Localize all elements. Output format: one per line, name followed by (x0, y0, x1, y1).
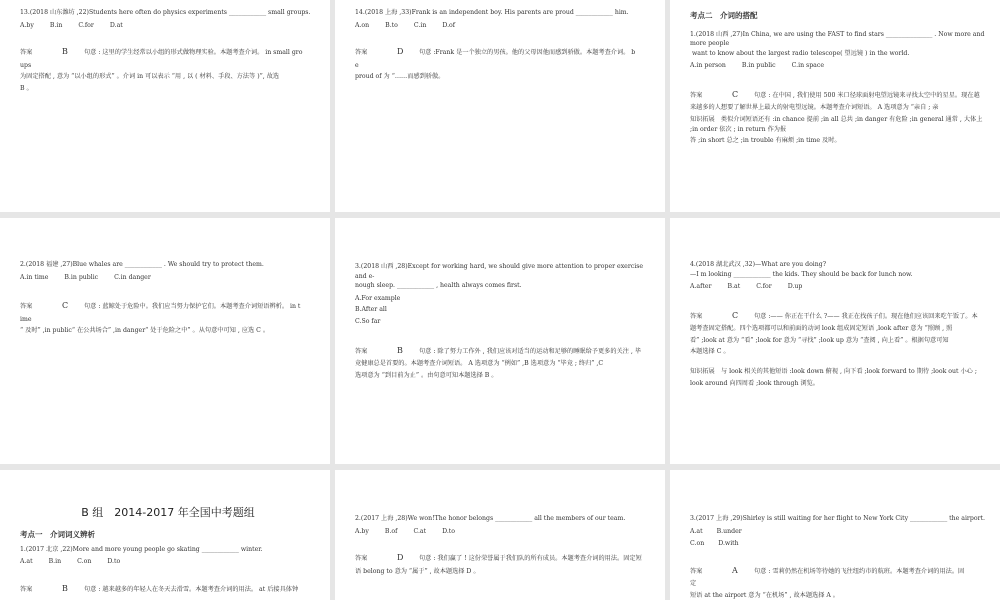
document-page-7 (0, 470, 330, 600)
answer-label: 答案 (20, 585, 33, 593)
group-title: B 组 2014-2017 年全国中考题组 (81, 506, 255, 519)
options-row (355, 21, 651, 31)
answer-row (20, 300, 316, 312)
answer-letter: B (62, 583, 68, 593)
option: B.under (716, 527, 742, 535)
options-row (20, 557, 316, 567)
question-text: 14.(2018 上海 ,33)Frank is an independent boy. His parents are proud ____________ him. (355, 9, 629, 16)
document-page-3 (670, 0, 1000, 212)
answer-label: 答案 (20, 303, 33, 311)
option: A.on (355, 21, 370, 29)
document-page-1 (0, 0, 330, 212)
question-text: 3.(2017 上海 ,29)Shirley is still waiting for her flight to New York City ____________ the airport. (690, 515, 985, 522)
option: B.in (48, 558, 62, 566)
answer-row (690, 310, 986, 322)
options-row (20, 273, 316, 283)
question-text-cont: —I m looking ____________ the kids. They should be back for lunch now. (690, 270, 913, 278)
answer-letter: B (62, 47, 68, 57)
explanation: 句意 : 蓝鲸处于危险中。我们应当努力保护它们。本题考查介词短语辨析。 in t (84, 303, 301, 311)
explanation-cont: 定 (690, 580, 697, 588)
option: C.on (77, 558, 92, 566)
explanation-cont: ime (20, 315, 32, 323)
option: C.at (413, 527, 427, 535)
explanation: 句意 : 除了努力工作外 , 我们应该对适当的运动和足够的睡眠给予更多的关注 , 毕 (419, 347, 642, 355)
document-page-5 (335, 218, 665, 464)
options-row (690, 527, 986, 537)
answer-label: 答案 (690, 312, 703, 320)
explanation-cont: ups (20, 61, 32, 69)
option: B.at (727, 283, 741, 291)
explanation-cont: 来越多的人想要了解世界上最大的射电望远镜。本题考查介词短语。 A 选项意为 “亲自 ; 亲 (690, 104, 939, 112)
option: C.in space (791, 62, 824, 70)
option: C.on (690, 540, 705, 548)
options-row (20, 21, 316, 31)
answer-letter: D (397, 47, 404, 57)
explanation-cont: 短语 at the airport 意为 “在机场” , 故本题选择 A 。 (690, 591, 839, 599)
explanation-cont: 本题选择 C 。 (690, 348, 730, 356)
option: A.by (355, 527, 369, 535)
explanation-cont: 看” ;look at 意为 “看” ;look for 意为 “寻找” ;look up 意为 “查阅 , 向上看” 。根据句意可知 (690, 336, 949, 344)
answer-label: 答案 (355, 555, 368, 563)
explanation: 句意 :—— 你正在干什么 ?—— 我正在找孩子们。现在他们应该回来吃午饭了。本 (754, 312, 978, 320)
answer-letter: C (732, 310, 739, 320)
question-text: 2.(2017 上海 ,28)We won!The honor belongs ____________ all the members of our team. (355, 515, 626, 522)
explanation: 句意 : 雪莉仍然在机场等待她的飞往纽约市的航班。本题考查介词的用法。固 (754, 567, 965, 575)
option: B.in public (741, 62, 776, 70)
answer-label: 答案 (690, 567, 703, 575)
option: B.in public (64, 273, 99, 281)
explanation-cont: 选项意为 “到目前为止” 。由句意可知本题选择 B 。 (355, 371, 498, 379)
answer-letter: C (732, 90, 739, 100)
answer-letter: C (62, 301, 69, 311)
answer-label: 答案 (20, 49, 33, 57)
answer-row (355, 46, 651, 58)
explanation-cont: 竟健康总是首要的。本题考查介词短语。 A 选项意为 “例如” ,B 选项意为 “毕竟 ; 终归” ,C (355, 360, 604, 368)
answer-letter: B (397, 345, 403, 355)
question-text: 1.(2018 山西 ,27)In China, we are using the FAST to find stars _______________ . Now more and more people (690, 30, 987, 48)
option: B.to (385, 21, 398, 29)
option: D.at (109, 21, 123, 29)
options-column (355, 294, 651, 327)
options-row (690, 282, 986, 292)
answer-letter: A (732, 565, 738, 575)
explanation: 句意 : 我们赢了 ! 这份荣誉属于我们队的所有成员。本题考查介词的用法。固定短 (419, 555, 642, 563)
knowledge-extension: 知识拓展 类似介词短语还有 :in chance 提前 ;in all 总共 ;in danger 有危险 ;in general 通常 , 大体上 ;in order 依次 ; in return 作为报 (690, 116, 983, 133)
knowledge-extension-cont: look around 向四周看 ;look through 浏览。 (690, 379, 819, 387)
explanation-cont: 为固定搭配 , 意为 “以小组的形式” 。介词 in 可以表示 “用 , 以 ( 材料、手段、方法等 )”, 故选 (20, 73, 280, 81)
explanation: 句意 :Frank 是一个独立的男孩。他的父母因他而感到骄傲。本题考查介词。 b (419, 49, 636, 57)
question-text: 3.(2018 山西 ,28)Except for working hard, we should give more attention to proper exercise and e- (355, 263, 646, 280)
answer-row (690, 565, 986, 577)
option: C.for (756, 283, 772, 291)
option: B.of (384, 527, 398, 535)
option: D.to (442, 527, 456, 535)
question-text: 2.(2018 福建 ,27)Blue whales are ____________ . We should try to protect them. (20, 261, 264, 268)
explanation-cont: proud of 为 “……而感到骄傲。 (355, 73, 445, 81)
document-page-4 (0, 218, 330, 464)
document-page-8 (335, 470, 665, 600)
options-row (690, 61, 986, 71)
document-page-9 (670, 470, 1000, 600)
explanation-cont: “ 及时” ,in public“ 在公共场合” ,in danger“ 处于危险之中” 。从句意中可知 , 应选 C 。 (20, 327, 270, 335)
option: A.For example (355, 294, 401, 302)
option: C.So far (355, 318, 381, 326)
explanation-cont: e (355, 61, 359, 69)
knowledge-extension: 知识拓展 与 look 相关的其他短语 :look down 俯视 , 向下看 ;look forward to 期待 ;look out 小心 ; (690, 368, 977, 376)
answer-label: 答案 (355, 347, 368, 355)
option: D.up (787, 283, 803, 291)
document-page-6 (670, 218, 1000, 464)
answer-row (20, 583, 316, 595)
options-row (355, 527, 651, 537)
option: C.in (413, 21, 427, 29)
options-row (690, 539, 986, 549)
option: A.at (690, 527, 703, 535)
answer-row (355, 552, 651, 564)
answer-row (690, 89, 986, 101)
answer-label: 答案 (690, 92, 703, 100)
question-text: 4.(2018 湖北武汉 ,32)—What are you doing? (690, 261, 827, 268)
explanation-cont: 答 ;in short 总之 ;in trouble 有麻烦 ;in time 及时。 (690, 137, 841, 145)
question-text-cont: nough sleep. ____________ , health always comes first. (355, 282, 522, 290)
option: D.of (442, 21, 456, 29)
option: D.with (718, 540, 739, 548)
option: D.to (107, 558, 121, 566)
explanation-cont: 题考查固定搭配。四个选项都可以和前面的动词 look 组成固定短语 ,look after 意为 “照顾 , 照 (690, 325, 953, 333)
section-heading: 考点一 介词词义辨析 (20, 530, 95, 540)
answer-row (20, 46, 316, 58)
option: A.after (690, 283, 712, 291)
question-text-cont: want to know about the largest radio telescope( 望远镜 ) in the world. (690, 49, 910, 57)
section-heading: 考点二 介词的搭配 (690, 11, 758, 20)
answer-label: 答案 (355, 49, 368, 57)
question-text: 1.(2017 北京 ,22)More and more young people go skating ____________ winter. (20, 545, 263, 553)
option: A.in time (20, 273, 49, 281)
explanation: 句意 : 越来越多的年轻人在冬天去滑雪。本题考查介词的用法。 at 后接具体钟 (84, 585, 299, 593)
answer-row (355, 345, 651, 357)
answer-letter: D (397, 553, 404, 563)
option: A.at (20, 558, 33, 566)
option: A.in person (690, 62, 726, 70)
option: C.in danger (114, 273, 151, 281)
document-page-2 (335, 0, 665, 212)
option: C.for (78, 21, 94, 29)
explanation-cont: 语 belong to 意为 “属于” , 故本题选择 D 。 (355, 567, 480, 575)
explanation: 句意 : 这里的学生经常以小组的形式做物理实验。本题考查介词。 in small gro (84, 49, 303, 57)
explanation: 句意 : 在中国 , 我们使用 500 米口径球面射电望远镜来寻找太空中的星星。现在越 (754, 92, 980, 100)
explanation-cont: B 。 (20, 84, 33, 92)
option: A.by (20, 21, 34, 29)
option: B.After all (355, 306, 387, 314)
question-text: 13.(2018 山东潍坊 ,22)Students here often do physics experiments ____________ small groups. (20, 9, 311, 16)
option: B.in (49, 21, 63, 29)
